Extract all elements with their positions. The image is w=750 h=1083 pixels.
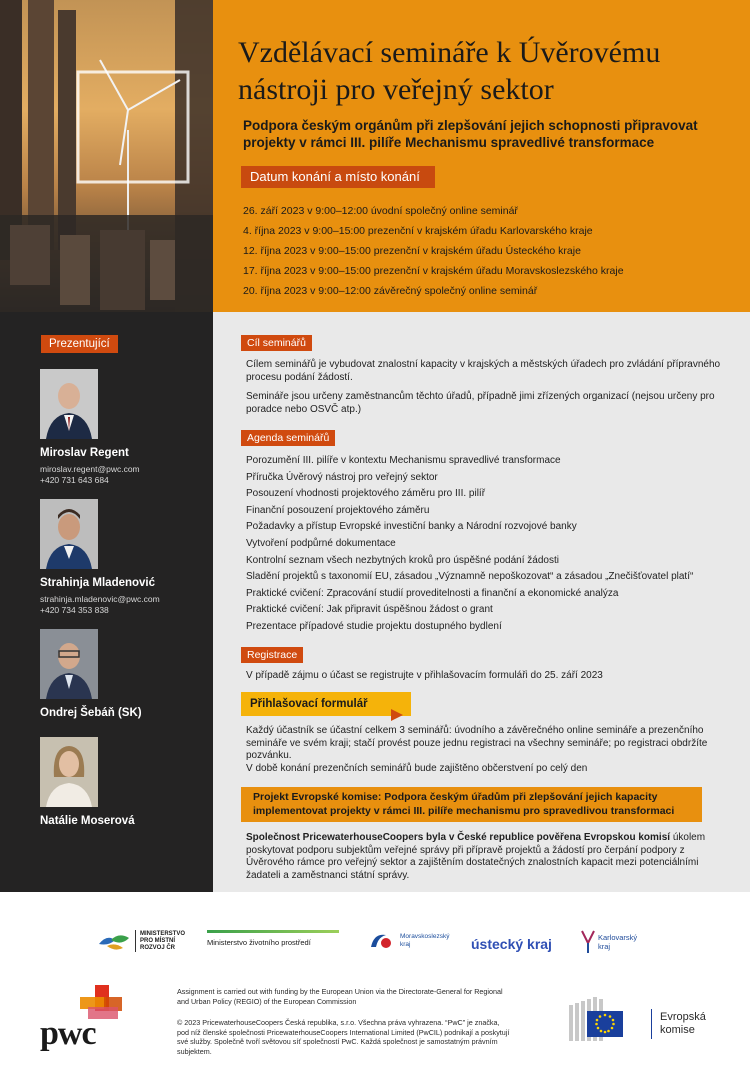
european-commission-logo xyxy=(567,995,727,1045)
copyright-note: © 2023 PricewaterhouseCoopers Česká republika, s.r.o. Všechna práva vyhrazena. “PwC” je značka, pod níž členské společnosti PricewaterhouseCoopers International Limited (PwCIL) podnikají a poskytují své služby. Společně tvoří světovou síť společností PwC. Každá společnost je samostatným právním subjektem. xyxy=(177,1018,510,1056)
project-title-box: Projekt Evropské komise: Podpora českým úřadům při zlepšování jejich kapacity implementovat projekty v rámci III. pilíře mechanismu pro spravedlivou transformaci xyxy=(241,787,702,822)
presenter-name: Natálie Moserová xyxy=(40,815,135,827)
mmr-logo xyxy=(97,930,185,952)
mmr-logo-text: PRO MÍSTNÍ xyxy=(140,937,176,944)
agenda-list xyxy=(246,453,741,636)
presenter-card xyxy=(40,369,140,485)
ustecky-logo-text: ústecký kraj xyxy=(471,936,552,952)
ec-logo-divider xyxy=(651,1009,652,1039)
presenter-card xyxy=(40,499,160,615)
agenda-item: Praktické cvičení: Zpracování studií proveditelnosti a finanční a ekonomické analýza xyxy=(246,587,619,599)
msk-logo-text: kraj xyxy=(400,941,411,948)
arrow-right-icon xyxy=(391,709,403,721)
msk-emblem-icon xyxy=(368,929,398,953)
agenda-item: Prezentace případové studie projektu dostupného bydlení xyxy=(246,620,502,632)
ec-building-icon xyxy=(567,995,649,1045)
kv-emblem-icon xyxy=(580,929,596,955)
date-item: 4. října 2023 v 9:00–15:00 prezenční v krajském úřadu Karlovarského kraje xyxy=(243,225,593,237)
goal-paragraph: Cílem seminářů je vybudovat znalostní kapacity v krajských a městských úřadech pro zvládání přípravného procesu podání žádostí. xyxy=(246,359,721,383)
agenda-item: Vytvoření podpůrné dokumentace xyxy=(246,537,396,549)
mmr-emblem-icon xyxy=(97,930,131,952)
mzp-logo-text: Ministerstvo životního prostředí xyxy=(207,938,311,947)
goal-section-label: Cíl seminářů xyxy=(241,335,312,351)
hero-industrial-photo xyxy=(0,0,213,312)
agenda-item: Sladění projektů s taxonomií EU, zásadou „Významně nepoškozovat“ a zásadou „Znečišťovatel platí“ xyxy=(246,571,694,583)
project-description-rest: úkolem poskytovat podporu subjektům veřejné správy při přípravě projektů a žádostí pro čerpání podpory z Úvěrového rámce pro veřejný sektor a zajištěním dostatečných znalostních kapacit mezi potenciálními žadateli a zaměstnanci státní správy. xyxy=(246,832,706,881)
partner-logos xyxy=(0,892,750,982)
agenda-item: Posouzení vhodnosti projektového záměru pro III. pilíř xyxy=(246,488,486,500)
presenter-card xyxy=(40,629,142,719)
presenter-name: Strahinja Mladenović xyxy=(40,577,156,589)
agenda-section-label: Agenda seminářů xyxy=(241,430,335,446)
ec-logo-text: Evropská xyxy=(660,1011,706,1023)
page-title: Vzdělávací semináře k Úvěrovému nástroji pro veřejný sektor xyxy=(238,36,661,106)
msk-logo-text: Moravskoslezský xyxy=(400,933,450,940)
agenda-item: Porozumění III. pilíře v kontextu Mechanismu spravedlivé transformace xyxy=(246,455,561,466)
pwc-logo-text: pwc xyxy=(40,1015,96,1052)
presenter-email[interactable]: strahinja.mladenovic@pwc.com xyxy=(40,594,160,604)
agenda-item: Kontrolní seznam všech nezbytných kroků pro úspěšné podání žádosti xyxy=(246,554,559,566)
funding-note: Assignment is carried out with funding by the European Union via the Directorate-General for Regional and Urban Policy (REGIO) of the European Commission xyxy=(177,987,503,1006)
form-info-text: V době konání prezenčních seminářů bude zajištěno občerstvení po celý den xyxy=(246,763,588,774)
date-item: 26. září 2023 v 9:00–12:00 úvodní společný online seminář xyxy=(243,205,518,217)
mmr-logo-text: ROZVOJ ČR xyxy=(140,944,176,951)
mzp-logo xyxy=(207,930,339,947)
registration-section-label: Registrace xyxy=(241,647,303,663)
presenter-photo xyxy=(40,629,98,699)
msk-logo xyxy=(368,929,449,953)
pwc-logo xyxy=(40,985,130,1058)
date-item: 17. října 2023 v 9:00–15:00 prezenční v krajském úřadu Moravskoslezského kraje xyxy=(243,265,624,277)
date-list xyxy=(243,201,743,301)
date-item: 12. října 2023 v 9:00–15:00 prezenční v krajském úřadu Ústeckého kraje xyxy=(243,245,581,257)
project-description-bold: Společnost PricewaterhouseCoopers byla v České republice pověřena Evropskou komisí xyxy=(246,832,671,843)
mzp-logo-bar xyxy=(207,930,339,933)
ec-logo-text: komise xyxy=(660,1024,695,1036)
registration-text: V případě zájmu o účast se registrujte v přihlašovacím formuláři do 25. září 2023 xyxy=(246,670,603,681)
kv-logo xyxy=(580,929,637,955)
page-subtitle: Podpora českým orgánům při zlepšování jejich schopnosti připravovat projekty v rámci III. pilíře Mechanismu spravedlivé transformace xyxy=(243,118,698,150)
date-item: 20. října 2023 v 9:00–12:00 závěrečný společný online seminář xyxy=(243,285,538,297)
presenter-photo xyxy=(40,499,98,569)
kv-logo-text: Karlovarský xyxy=(598,933,638,942)
goal-paragraph: Semináře jsou určeny zaměstnancům těchto úřadů, případně jimi zřízených organizací (nejsou určeny pro poradce nebo OSVČ atp.) xyxy=(246,391,715,415)
presenters-column xyxy=(0,312,213,892)
agenda-item: Příručka Úvěrový nástroj pro veřejný sektor xyxy=(246,471,438,483)
presenter-photo xyxy=(40,369,98,439)
project-description xyxy=(246,832,716,882)
presenter-name: Ondrej Šebáň (SK) xyxy=(40,707,142,719)
presenter-photo xyxy=(40,737,98,807)
form-info-text: Každý účastník se účastní celkem 3 seminářů: úvodního a závěrečného online semináře a prezenčního semináře ve svém kraji; stačí provést pouze jednu registraci na všechny semináře; po registraci obdržíte pozvánku. xyxy=(246,725,708,761)
content-column xyxy=(213,312,750,892)
agenda-item: Praktické cvičení: Jak připravit úspěšnou žádost o grant xyxy=(246,604,493,616)
agenda-item: Požadavky a přístup Evropské investiční banky a Národní rozvojové banky xyxy=(246,521,577,533)
date-section-label: Datum konání a místo konání xyxy=(241,166,435,188)
industrial-illustration xyxy=(0,0,213,312)
presenter-phone: +420 734 353 838 xyxy=(40,604,109,615)
presenters-label: Prezentující xyxy=(41,335,118,353)
presenter-name: Miroslav Regent xyxy=(40,447,129,459)
kv-logo-text: kraj xyxy=(598,942,611,951)
mmr-logo-text: MINISTERSTVO xyxy=(140,930,186,937)
registration-form-link[interactable]: Přihlašovací formulář xyxy=(241,692,411,716)
agenda-item: Finanční posouzení projektového záměru xyxy=(246,504,430,516)
hero-panel xyxy=(213,0,750,312)
presenter-phone: +420 731 643 684 xyxy=(40,474,109,485)
presenter-email[interactable]: miroslav.regent@pwc.com xyxy=(40,464,140,474)
presenter-card xyxy=(40,737,135,827)
